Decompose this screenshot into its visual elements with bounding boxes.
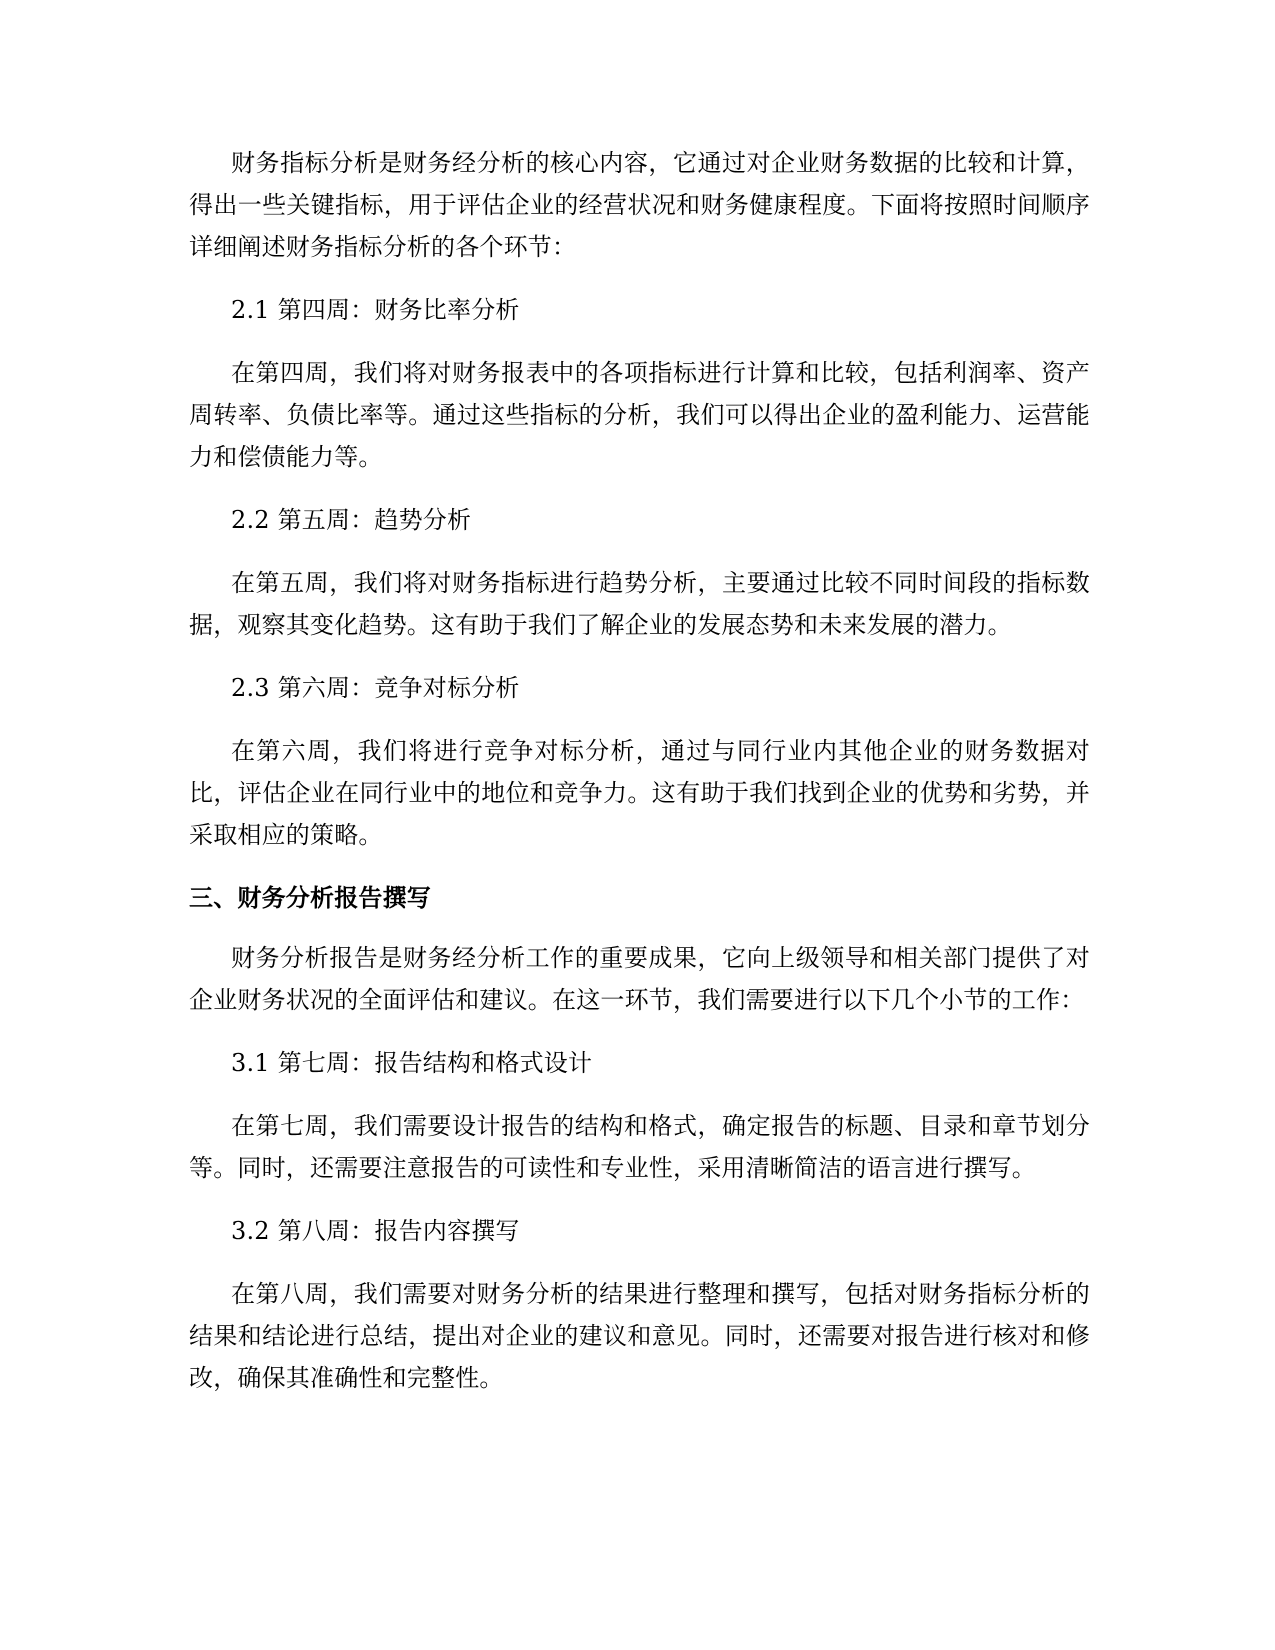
subsection-body-2-1: 在第四周，我们将对财务报表中的各项指标进行计算和比较，包括利润率、资产周转率、负债比率等。通过这些指标的分析，我们可以得出企业的盈利能力、运营能力和偿债能力等。 bbox=[189, 359, 1090, 471]
subsection-body-3-2: 在第八周，我们需要对财务分析的结果进行整理和撰写，包括对财务指标分析的结果和结论进行总结，提出对企业的建议和意见。同时，还需要对报告进行核对和修改，确保其准确性和完整性。 bbox=[189, 1280, 1090, 1392]
subsection-heading-2-2: 2.2 第五周：趋势分析 bbox=[231, 506, 472, 534]
subsection-body-2-3: 在第六周，我们将进行竞争对标分析，通过与同行业内其他企业的财务数据对比，评估企业在同行业中的地位和竞争力。这有助于我们找到企业的优势和劣势，并采取相应的策略。 bbox=[189, 737, 1090, 849]
subsection-heading-2-1: 2.1 第四周：财务比率分析 bbox=[231, 296, 520, 324]
intro-paragraph: 财务指标分析是财务经分析的核心内容，它通过对企业财务数据的比较和计算，得出一些关键指标，用于评估企业的经营状况和财务健康程度。下面将按照时间顺序详细阐述财务指标分析的各个环节： bbox=[189, 149, 1090, 261]
subsection-heading-2-3: 2.3 第六周：竞争对标分析 bbox=[231, 674, 520, 702]
section-heading-3: 三、财务分析报告撰写 bbox=[189, 884, 431, 912]
subsection-heading-3-2: 3.2 第八周：报告内容撰写 bbox=[231, 1217, 520, 1245]
section-3-intro: 财务分析报告是财务经分析工作的重要成果，它向上级领导和相关部门提供了对企业财务状况的全面评估和建议。在这一环节，我们需要进行以下几个小节的工作： bbox=[189, 944, 1090, 1014]
document-body bbox=[189, 142, 1090, 1420]
subsection-heading-3-1: 3.1 第七周：报告结构和格式设计 bbox=[231, 1049, 593, 1077]
subsection-body-2-2: 在第五周，我们将对财务指标进行趋势分析，主要通过比较不同时间段的指标数据，观察其变化趋势。这有助于我们了解企业的发展态势和未来发展的潜力。 bbox=[189, 569, 1090, 639]
subsection-body-3-1: 在第七周，我们需要设计报告的结构和格式，确定报告的标题、目录和章节划分等。同时，还需要注意报告的可读性和专业性，采用清晰简洁的语言进行撰写。 bbox=[189, 1112, 1090, 1182]
